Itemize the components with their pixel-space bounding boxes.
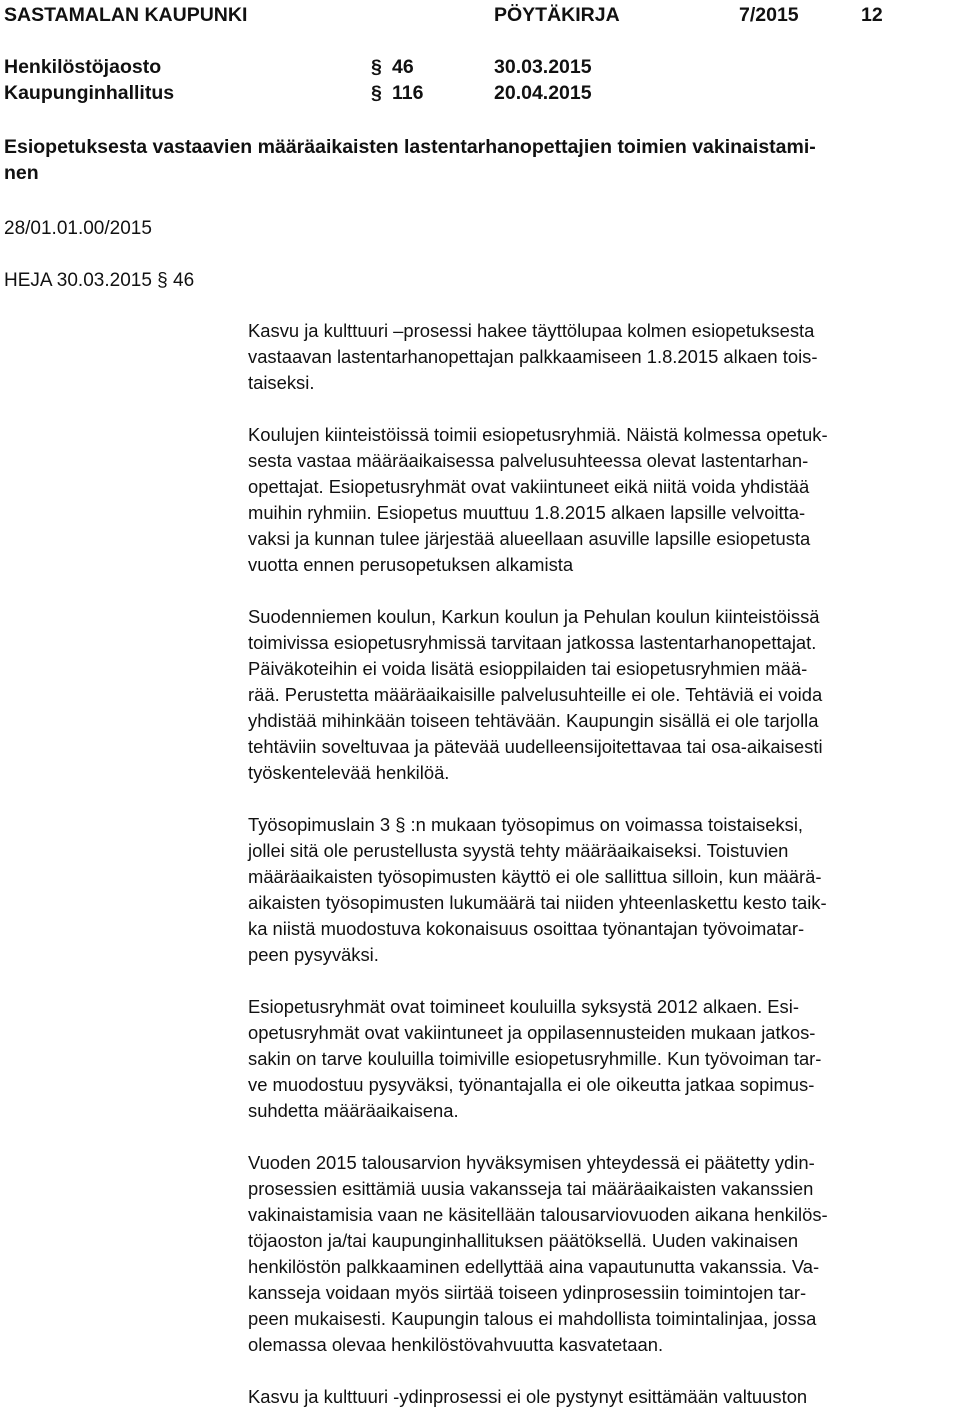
paragraph-line: prosessien esittämiä uusia vakansseja tai määräaikaisten vakanssien bbox=[248, 1178, 814, 1199]
paragraph-line: henkilöstön palkkaaminen edellyttää aina vapautunutta vakanssia. Va- bbox=[248, 1256, 820, 1277]
paragraph-line: opettajat. Esiopetusryhmät ovat vakiintuneet eikä niitä voida yhdistää bbox=[248, 476, 810, 497]
paragraph-line: Vuoden 2015 talousarvion hyväksymisen yhteydessä ei päätetty ydin- bbox=[248, 1152, 815, 1173]
page-number: 12 bbox=[861, 4, 883, 26]
meeting-date: 30.03.2015 bbox=[494, 56, 592, 78]
paragraph-line: kansseja voidaan myös siirtää toiseen ydinprosessiin toimintojen tar- bbox=[248, 1282, 807, 1303]
paragraph-line: vakinaistamisia vaan ne käsitellään talousarviovuoden aikana henkilös- bbox=[248, 1204, 828, 1225]
paragraph-line: töjaoston ja/tai kaupunginhallituksen päätöksellä. Uuden vakinaisen bbox=[248, 1230, 799, 1251]
paragraph-line: muihin ryhmiin. Esiopetus muuttuu 1.8.2015 alkaen lapsille velvoitta- bbox=[248, 502, 806, 523]
paragraph-line: Koulujen kiinteistöissä toimii esiopetusryhmiä. Näistä kolmessa opetuk- bbox=[248, 424, 828, 445]
meeting-date: 20.04.2015 bbox=[494, 82, 592, 104]
paragraph-line: olemassa olevaa henkilöstövahvuutta kasvatetaan. bbox=[248, 1334, 664, 1355]
paragraph-line: suhdetta määräaikaisena. bbox=[248, 1100, 459, 1121]
paragraph-line: Päiväkoteihin ei voida lisätä esioppilaiden tai esiopetusryhmien mää- bbox=[248, 658, 808, 679]
paragraph-line: opetusryhmät ovat vakiintuneet ja oppilasennusteiden mukaan jatkos- bbox=[248, 1022, 816, 1043]
doc-number: 7/2015 bbox=[739, 4, 799, 26]
diary-number: 28/01.01.00/2015 bbox=[4, 218, 152, 239]
paragraph-line: ve muodostuu pysyväksi, työnantajalla ei ole oikeutta jatkaa sopimus- bbox=[248, 1074, 815, 1095]
paragraph-line: Kasvu ja kulttuuri –prosessi hakee täyttölupaa kolmen esiopetuksesta bbox=[248, 320, 815, 341]
paragraph-line: ka niistä muodostuva kokonaisuus osoittaa työnantajan työvoimatar- bbox=[248, 918, 805, 939]
paragraph bbox=[248, 604, 823, 786]
paragraph-line: Kasvu ja kulttuuri -ydinprosessi ei ole pystynyt esittämään valtuuston bbox=[248, 1386, 808, 1407]
reference-number: 46 bbox=[173, 270, 195, 291]
paragraph-line: vastaavan lastentarhanopettajan palkkaamiseen 1.8.2015 alkaen tois- bbox=[248, 346, 818, 367]
paragraph-line: tehtäviin soveltuvaa ja pätevää uudelleensijoitettavaa tai osa-aikaisesti bbox=[248, 736, 823, 757]
paragraph-line: vuotta ennen perusopetuksen alkamista bbox=[248, 554, 574, 575]
paragraph-line: yhdistää mihinkään toiseen tehtävään. Kaupungin sisällä ei ole tarjolla bbox=[248, 710, 819, 731]
document-title bbox=[4, 134, 816, 186]
paragraph-line: työskentelevää henkilöä. bbox=[248, 762, 450, 783]
paragraph-line: peen mukaisesti. Kaupungin talous ei mahdollista toimintalinjaa, jossa bbox=[248, 1308, 817, 1329]
paragraph-line: sesta vastaa määräaikaisessa palvelusuhteessa olevat lastentarhan- bbox=[248, 450, 809, 471]
paragraph-line: aikaisten työsopimusten lukumäärä tai niiden yhteenlaskettu kesto taik- bbox=[248, 892, 827, 913]
paragraph-line: Esiopetusryhmät ovat toimineet kouluilla syksystä 2012 alkaen. Esi- bbox=[248, 996, 799, 1017]
paragraph-line: Suodenniemen koulun, Karkun koulun ja Pehulan koulun kiinteistöissä bbox=[248, 606, 820, 627]
paragraph-line: taiseksi. bbox=[248, 372, 315, 393]
paragraph bbox=[248, 812, 827, 968]
doc-type: PÖYTÄKIRJA bbox=[494, 4, 620, 26]
section-number: 116 bbox=[392, 82, 424, 104]
paragraph bbox=[248, 1384, 807, 1410]
title-line: nen bbox=[4, 162, 39, 184]
paragraph-line: sakin on tarve kouluilla toimiville esiopetusryhmille. Kun työvoiman tar- bbox=[248, 1048, 822, 1069]
paragraph-line: Työsopimuslain 3 § :n mukaan työsopimus on voimassa toistaiseksi, bbox=[248, 814, 804, 835]
paragraph bbox=[248, 422, 828, 578]
paragraph-line: rää. Perustetta määräaikaisille palvelusuhteille ei ole. Tehtäviä ei voida bbox=[248, 684, 823, 705]
section-reference bbox=[4, 268, 194, 294]
paragraph-line: määräaikaisten työsopimusten käyttö ei ole sallittua silloin, kun määrä- bbox=[248, 866, 822, 887]
reference-section-symbol: § bbox=[157, 270, 168, 291]
meeting-body-name: Henkilöstöjaosto bbox=[4, 56, 162, 78]
paragraph bbox=[248, 318, 817, 396]
reference-label: HEJA 30.03.2015 bbox=[4, 270, 152, 291]
org-name: SASTAMALAN KAUPUNKI bbox=[4, 4, 248, 26]
section-symbol: § bbox=[371, 82, 382, 104]
paragraph-line: peen pysyväksi. bbox=[248, 944, 379, 965]
section-number: 46 bbox=[392, 56, 414, 78]
paragraph bbox=[248, 994, 821, 1124]
title-line: Esiopetuksesta vastaavien määräaikaisten lastentarhanopettajien toimien vakinaistami- bbox=[4, 136, 816, 158]
meeting-body-name: Kaupunginhallitus bbox=[4, 82, 175, 104]
paragraph-line: jollei sitä ole perustellusta syystä tehty määräaikaiseksi. Toistuvien bbox=[248, 840, 789, 861]
paragraph-line: toimivissa esiopetusryhmissä tarvitaan jatkossa lastentarhanopettajat. bbox=[248, 632, 817, 653]
paragraph bbox=[248, 1150, 828, 1358]
paragraph-line: vaksi ja kunnan tulee järjestää alueellaan asuville lapsille esiopetusta bbox=[248, 528, 811, 549]
section-symbol: § bbox=[371, 56, 382, 78]
